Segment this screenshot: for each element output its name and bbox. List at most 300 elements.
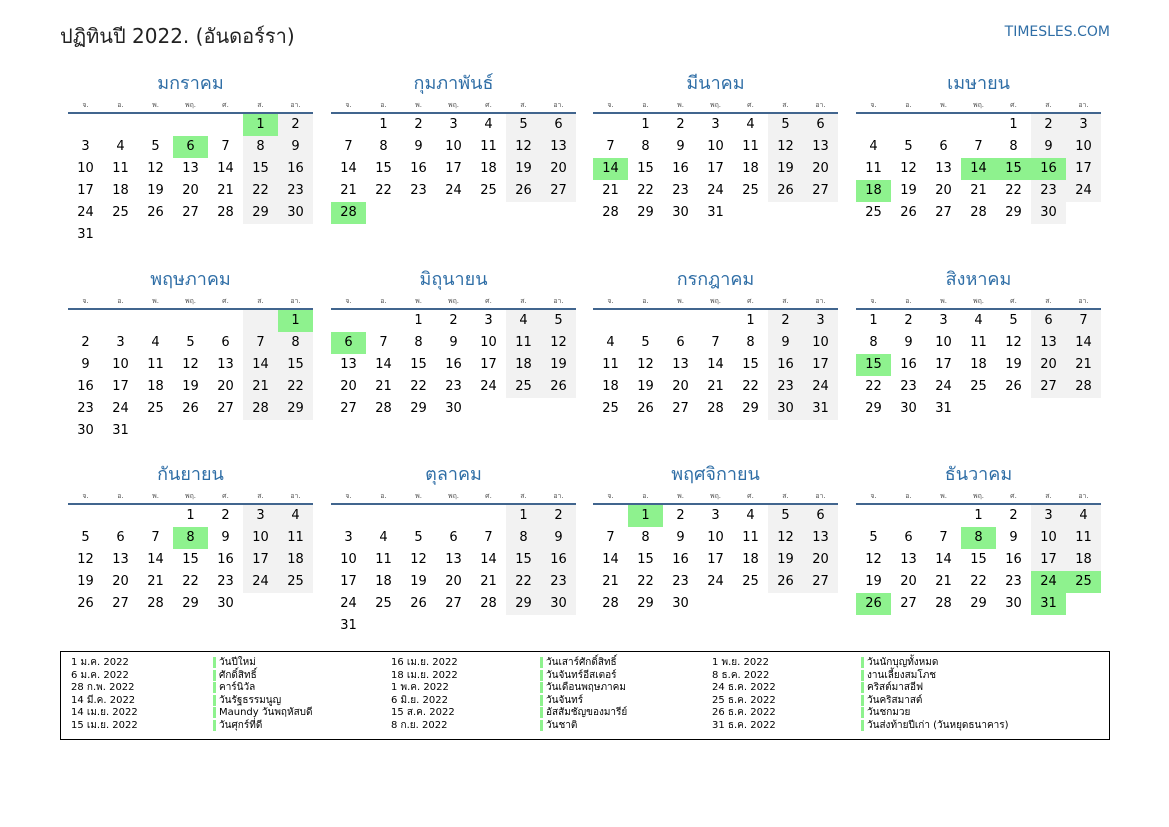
day-cell: 16 bbox=[445, 357, 462, 372]
day-cell: 15 bbox=[637, 552, 654, 567]
day-cell: 8 bbox=[869, 335, 878, 350]
month-calendar bbox=[331, 461, 576, 637]
legend-date-column bbox=[391, 657, 458, 733]
day-cell: 26 bbox=[182, 401, 199, 416]
weekday-label: อา. bbox=[815, 297, 826, 305]
day-cell: 13 bbox=[217, 357, 234, 372]
day-cell: 30 bbox=[672, 205, 689, 220]
month-calendar bbox=[68, 70, 313, 246]
day-cell: 12 bbox=[900, 161, 917, 176]
month-name: ตุลาคม bbox=[425, 464, 482, 485]
day-cell: 11 bbox=[147, 357, 164, 372]
weekday-label: อา. bbox=[1078, 297, 1089, 305]
weekday-header bbox=[856, 294, 1101, 310]
legend-name-row bbox=[861, 707, 1009, 720]
legend-holiday-name: อัสสัมชัญของมารีย์ bbox=[540, 707, 627, 718]
day-cell: 7 bbox=[379, 335, 388, 350]
day-cell: 19 bbox=[506, 158, 541, 180]
weekday-label: จ. bbox=[345, 492, 352, 500]
empty-cell bbox=[173, 114, 208, 136]
weekday-label: พ. bbox=[677, 101, 684, 109]
legend-date: 16 เม.ย. 2022 bbox=[391, 657, 458, 668]
day-cell: 30 bbox=[77, 423, 94, 438]
month-calendar bbox=[856, 266, 1101, 420]
day-cell: 1 bbox=[746, 313, 755, 328]
weekday-label: ศ. bbox=[485, 492, 492, 500]
day-cell: 22 bbox=[1005, 183, 1022, 198]
day-cell: 23 bbox=[217, 574, 234, 589]
holiday-day-cell: 18 bbox=[856, 180, 891, 202]
day-cell: 12 bbox=[410, 552, 427, 567]
day-cell: 10 bbox=[243, 527, 278, 549]
legend-holiday-name: วันชาติ bbox=[540, 720, 577, 731]
weekday-header bbox=[331, 98, 576, 114]
day-cell: 28 bbox=[243, 398, 278, 420]
day-cell: 14 bbox=[707, 357, 724, 372]
day-cell: 11 bbox=[375, 552, 392, 567]
day-cell: 22 bbox=[243, 180, 278, 202]
day-cell: 6 bbox=[676, 335, 685, 350]
weekday-label: พฤ. bbox=[184, 101, 197, 109]
day-cell: 18 bbox=[147, 379, 164, 394]
legend-name-row bbox=[540, 720, 627, 733]
day-cell: 2 bbox=[541, 505, 576, 527]
day-cell: 23 bbox=[77, 401, 94, 416]
day-cell: 21 bbox=[480, 574, 497, 589]
day-cell: 6 bbox=[803, 114, 838, 136]
day-cell: 7 bbox=[606, 139, 615, 154]
day-cell: 8 bbox=[641, 139, 650, 154]
day-cell: 13 bbox=[803, 136, 838, 158]
weekday-label: พฤ. bbox=[709, 101, 722, 109]
legend-holiday-name: Maundy วันพฤหัสบดี bbox=[213, 707, 313, 718]
weekday-label: พฤ. bbox=[972, 297, 985, 305]
weekday-label: พ. bbox=[940, 492, 947, 500]
empty-cell bbox=[891, 114, 926, 136]
legend-holiday-name: วันเดือนพฤษภาคม bbox=[540, 682, 626, 693]
legend-name-column bbox=[861, 657, 1009, 733]
legend-date-column bbox=[712, 657, 776, 733]
day-cell: 2 bbox=[221, 508, 230, 523]
legend-holiday-name: วันนักบุญทั้งหมด bbox=[861, 657, 938, 668]
empty-cell bbox=[138, 310, 173, 332]
holiday-day-cell: 1 bbox=[628, 505, 663, 527]
day-cell: 25 bbox=[602, 401, 619, 416]
holiday-legend bbox=[60, 651, 1110, 740]
day-cell: 18 bbox=[742, 552, 759, 567]
weekday-label: จ. bbox=[82, 101, 89, 109]
day-cell: 9 bbox=[1009, 530, 1018, 545]
day-cell: 11 bbox=[112, 161, 129, 176]
day-cell: 29 bbox=[1005, 205, 1022, 220]
day-grid bbox=[68, 310, 313, 442]
day-cell: 26 bbox=[768, 571, 803, 593]
holiday-day-cell: 15 bbox=[856, 354, 891, 376]
holiday-day-cell: 1 bbox=[243, 114, 278, 136]
day-cell: 15 bbox=[375, 161, 392, 176]
holiday-day-cell: 8 bbox=[961, 527, 996, 549]
day-cell: 22 bbox=[637, 183, 654, 198]
weekday-header bbox=[68, 98, 313, 114]
weekday-label: จ. bbox=[345, 101, 352, 109]
day-cell: 2 bbox=[676, 508, 685, 523]
day-cell: 13 bbox=[672, 357, 689, 372]
month-name: มิถุนายน bbox=[419, 269, 488, 290]
weekday-label: พ. bbox=[415, 297, 422, 305]
day-cell: 16 bbox=[672, 161, 689, 176]
weekday-label: อา. bbox=[290, 297, 301, 305]
empty-cell bbox=[366, 505, 401, 527]
day-cell: 3 bbox=[243, 505, 278, 527]
legend-name-row bbox=[213, 707, 313, 720]
month-name: กันยายน bbox=[157, 464, 224, 485]
month-name: สิงหาคม bbox=[945, 269, 1012, 290]
day-cell: 4 bbox=[606, 335, 615, 350]
day-cell: 10 bbox=[707, 139, 724, 154]
day-cell: 22 bbox=[742, 379, 759, 394]
day-cell: 4 bbox=[278, 505, 313, 527]
weekday-label: ส. bbox=[782, 297, 789, 305]
weekday-label: พ. bbox=[415, 492, 422, 500]
holiday-day-cell: 25 bbox=[1066, 571, 1101, 593]
day-cell: 28 bbox=[970, 205, 987, 220]
day-cell: 23 bbox=[410, 183, 427, 198]
day-cell: 28 bbox=[375, 401, 392, 416]
day-cell: 5 bbox=[151, 139, 160, 154]
legend-name-row bbox=[540, 657, 627, 670]
day-cell: 1 bbox=[641, 117, 650, 132]
weekday-label: จ. bbox=[870, 101, 877, 109]
weekday-label: พฤ. bbox=[972, 101, 985, 109]
weekday-label: ส. bbox=[257, 492, 264, 500]
empty-cell bbox=[698, 310, 733, 332]
weekday-label: อ. bbox=[642, 101, 649, 109]
day-cell: 7 bbox=[711, 335, 720, 350]
day-cell: 21 bbox=[602, 574, 619, 589]
day-grid bbox=[331, 505, 576, 637]
day-cell: 9 bbox=[278, 136, 313, 158]
day-cell: 26 bbox=[541, 376, 576, 398]
month-calendar bbox=[856, 70, 1101, 224]
day-cell: 23 bbox=[1031, 180, 1066, 202]
empty-cell bbox=[471, 505, 506, 527]
day-grid bbox=[593, 114, 838, 224]
day-cell: 17 bbox=[803, 354, 838, 376]
day-cell: 21 bbox=[340, 183, 357, 198]
day-cell: 12 bbox=[637, 357, 654, 372]
day-cell: 24 bbox=[77, 205, 94, 220]
day-cell: 5 bbox=[506, 114, 541, 136]
day-cell: 5 bbox=[869, 530, 878, 545]
empty-cell bbox=[68, 114, 103, 136]
day-cell: 10 bbox=[340, 552, 357, 567]
weekday-header bbox=[856, 98, 1101, 114]
day-grid bbox=[331, 310, 576, 420]
day-cell: 27 bbox=[445, 596, 462, 611]
day-grid bbox=[593, 310, 838, 420]
empty-cell bbox=[593, 505, 628, 527]
day-cell: 7 bbox=[606, 530, 615, 545]
weekday-label: ศ. bbox=[485, 297, 492, 305]
weekday-label: อา. bbox=[290, 492, 301, 500]
day-cell: 5 bbox=[1009, 313, 1018, 328]
day-cell: 17 bbox=[112, 379, 129, 394]
day-cell: 25 bbox=[112, 205, 129, 220]
day-cell: 14 bbox=[375, 357, 392, 372]
day-cell: 16 bbox=[1005, 552, 1022, 567]
day-cell: 13 bbox=[935, 161, 952, 176]
month-calendar bbox=[68, 266, 313, 442]
day-cell: 27 bbox=[112, 596, 129, 611]
weekday-label: ศ. bbox=[747, 297, 754, 305]
empty-cell bbox=[331, 114, 366, 136]
legend-holiday-name: วันส่งท้ายปีเก่า (วันหยุดธนาคาร) bbox=[861, 720, 1009, 731]
day-cell: 7 bbox=[974, 139, 983, 154]
empty-cell bbox=[961, 114, 996, 136]
day-cell: 24 bbox=[340, 596, 357, 611]
legend-holiday-name: วันจันทร์ bbox=[540, 695, 583, 706]
empty-cell bbox=[926, 505, 961, 527]
legend-date: 8 ก.ย. 2022 bbox=[391, 719, 448, 731]
weekday-label: พ. bbox=[152, 297, 159, 305]
empty-cell bbox=[331, 505, 366, 527]
legend-date: 25 ธ.ค. 2022 bbox=[712, 694, 776, 706]
day-cell: 26 bbox=[410, 596, 427, 611]
weekday-label: ศ. bbox=[222, 101, 229, 109]
day-cell: 6 bbox=[449, 530, 458, 545]
day-cell: 16 bbox=[900, 357, 917, 372]
day-cell: 3 bbox=[484, 313, 493, 328]
day-cell: 30 bbox=[278, 202, 313, 224]
day-cell: 30 bbox=[445, 401, 462, 416]
weekday-label: อา. bbox=[553, 101, 564, 109]
month-calendar bbox=[593, 70, 838, 224]
day-cell: 1 bbox=[379, 117, 388, 132]
month-name: มกราคม bbox=[157, 73, 224, 94]
day-cell: 16 bbox=[278, 158, 313, 180]
day-cell: 29 bbox=[278, 398, 313, 420]
legend-date: 14 เม.ย. 2022 bbox=[71, 707, 138, 719]
day-cell: 24 bbox=[445, 183, 462, 198]
day-cell: 30 bbox=[541, 593, 576, 615]
day-cell: 18 bbox=[480, 161, 497, 176]
day-cell: 28 bbox=[1066, 376, 1101, 398]
day-cell: 13 bbox=[340, 357, 357, 372]
legend-name-row bbox=[861, 720, 1009, 733]
weekday-label: อ. bbox=[905, 492, 912, 500]
weekday-label: ศ. bbox=[1010, 297, 1017, 305]
month-name: กรกฎาคม bbox=[676, 269, 755, 290]
day-cell: 5 bbox=[904, 139, 913, 154]
day-cell: 14 bbox=[340, 161, 357, 176]
weekday-label: พฤ. bbox=[447, 297, 460, 305]
weekday-label: อา. bbox=[815, 492, 826, 500]
weekday-label: อา. bbox=[553, 297, 564, 305]
day-cell: 18 bbox=[278, 549, 313, 571]
legend-name-column bbox=[540, 657, 627, 733]
day-cell: 7 bbox=[344, 139, 353, 154]
day-cell: 29 bbox=[970, 596, 987, 611]
day-cell: 20 bbox=[182, 183, 199, 198]
day-cell: 23 bbox=[900, 379, 917, 394]
day-grid bbox=[331, 114, 576, 224]
legend-holiday-name: คาร์นิวัล bbox=[213, 682, 255, 693]
day-cell: 31 bbox=[935, 401, 952, 416]
weekday-label: ส. bbox=[1045, 297, 1052, 305]
legend-date: 8 ธ.ค. 2022 bbox=[712, 669, 770, 681]
day-cell: 22 bbox=[506, 571, 541, 593]
day-cell: 24 bbox=[803, 376, 838, 398]
empty-cell bbox=[173, 310, 208, 332]
legend-name-row bbox=[213, 657, 313, 670]
day-cell: 1 bbox=[869, 313, 878, 328]
legend-date: 31 ธ.ค. 2022 bbox=[712, 719, 776, 731]
weekday-label: ศ. bbox=[1010, 492, 1017, 500]
day-cell: 21 bbox=[243, 376, 278, 398]
day-cell: 17 bbox=[935, 357, 952, 372]
day-cell: 27 bbox=[217, 401, 234, 416]
weekday-label: อ. bbox=[117, 297, 124, 305]
day-cell: 27 bbox=[803, 571, 838, 593]
weekday-label: ส. bbox=[520, 297, 527, 305]
day-cell: 20 bbox=[803, 158, 838, 180]
month-calendar bbox=[856, 461, 1101, 615]
day-cell: 20 bbox=[541, 158, 576, 180]
empty-cell bbox=[68, 310, 103, 332]
day-cell: 13 bbox=[182, 161, 199, 176]
empty-cell bbox=[103, 114, 138, 136]
legend-holiday-name: วันศุกร์ที่ดี bbox=[213, 720, 262, 731]
day-cell: 12 bbox=[506, 136, 541, 158]
day-cell: 30 bbox=[900, 401, 917, 416]
day-cell: 19 bbox=[768, 549, 803, 571]
day-cell: 12 bbox=[768, 527, 803, 549]
day-cell: 26 bbox=[1005, 379, 1022, 394]
legend-date: 1 ม.ค. 2022 bbox=[71, 657, 129, 668]
day-cell: 1 bbox=[1009, 117, 1018, 132]
legend-name-row bbox=[861, 682, 1009, 695]
day-cell: 19 bbox=[865, 574, 882, 589]
day-cell: 6 bbox=[803, 505, 838, 527]
day-cell: 20 bbox=[935, 183, 952, 198]
weekday-header bbox=[331, 294, 576, 310]
weekday-label: ส. bbox=[1045, 492, 1052, 500]
empty-cell bbox=[243, 310, 278, 332]
day-cell: 13 bbox=[1031, 332, 1066, 354]
day-cell: 12 bbox=[768, 136, 803, 158]
day-cell: 6 bbox=[221, 335, 230, 350]
legend-name-row bbox=[213, 720, 313, 733]
day-cell: 20 bbox=[340, 379, 357, 394]
day-cell: 8 bbox=[243, 136, 278, 158]
empty-cell bbox=[103, 505, 138, 527]
day-cell: 28 bbox=[602, 596, 619, 611]
legend-date: 18 เม.ย. 2022 bbox=[391, 669, 458, 681]
day-cell: 11 bbox=[742, 139, 759, 154]
day-cell: 27 bbox=[340, 401, 357, 416]
day-cell: 28 bbox=[217, 205, 234, 220]
empty-cell bbox=[593, 114, 628, 136]
day-cell: 26 bbox=[768, 180, 803, 202]
brand-link[interactable]: TIMESLES.COM bbox=[1004, 24, 1110, 40]
weekday-header bbox=[68, 294, 313, 310]
day-cell: 24 bbox=[707, 183, 724, 198]
day-cell: 23 bbox=[672, 574, 689, 589]
day-cell: 29 bbox=[410, 401, 427, 416]
day-cell: 3 bbox=[116, 335, 125, 350]
day-cell: 30 bbox=[672, 596, 689, 611]
weekday-header bbox=[593, 294, 838, 310]
day-cell: 10 bbox=[112, 357, 129, 372]
empty-cell bbox=[436, 505, 471, 527]
legend-date: 1 พ.ย. 2022 bbox=[712, 657, 769, 668]
day-cell: 2 bbox=[768, 310, 803, 332]
day-cell: 9 bbox=[1031, 136, 1066, 158]
day-grid bbox=[856, 310, 1101, 420]
day-cell: 25 bbox=[147, 401, 164, 416]
day-cell: 18 bbox=[1066, 549, 1101, 571]
legend-date: 24 ธ.ค. 2022 bbox=[712, 682, 776, 694]
day-cell: 29 bbox=[742, 401, 759, 416]
day-cell: 7 bbox=[1066, 310, 1101, 332]
day-cell: 11 bbox=[970, 335, 987, 350]
day-cell: 14 bbox=[217, 161, 234, 176]
day-cell: 10 bbox=[1066, 136, 1101, 158]
empty-cell bbox=[208, 114, 243, 136]
day-cell: 1 bbox=[506, 505, 541, 527]
weekday-label: ศ. bbox=[222, 297, 229, 305]
day-cell: 2 bbox=[1031, 114, 1066, 136]
day-cell: 16 bbox=[541, 549, 576, 571]
day-cell: 1 bbox=[186, 508, 195, 523]
weekday-label: อ. bbox=[117, 492, 124, 500]
weekday-label: อ. bbox=[642, 492, 649, 500]
weekday-header bbox=[856, 489, 1101, 505]
day-cell: 15 bbox=[506, 549, 541, 571]
weekday-label: จ. bbox=[82, 297, 89, 305]
day-cell: 15 bbox=[278, 354, 313, 376]
day-cell: 29 bbox=[506, 593, 541, 615]
day-cell: 16 bbox=[217, 552, 234, 567]
day-cell: 2 bbox=[278, 114, 313, 136]
day-grid bbox=[593, 505, 838, 615]
day-cell: 12 bbox=[1005, 335, 1022, 350]
day-cell: 26 bbox=[147, 205, 164, 220]
day-cell: 16 bbox=[768, 354, 803, 376]
legend-holiday-name: วันรัฐธรรมนูญ bbox=[213, 695, 281, 706]
day-cell: 17 bbox=[340, 574, 357, 589]
day-cell: 6 bbox=[939, 139, 948, 154]
legend-date: 28 ก.พ. 2022 bbox=[71, 682, 135, 694]
holiday-day-cell: 8 bbox=[173, 527, 208, 549]
day-cell: 4 bbox=[506, 310, 541, 332]
weekday-label: ส. bbox=[1045, 101, 1052, 109]
day-grid bbox=[856, 505, 1101, 615]
day-cell: 9 bbox=[676, 139, 685, 154]
holiday-day-cell: 1 bbox=[278, 310, 313, 332]
day-cell: 17 bbox=[1031, 549, 1066, 571]
day-cell: 7 bbox=[221, 139, 230, 154]
legend-date-column bbox=[71, 657, 138, 733]
empty-cell bbox=[856, 505, 891, 527]
day-cell: 2 bbox=[676, 117, 685, 132]
day-cell: 2 bbox=[81, 335, 90, 350]
empty-cell bbox=[663, 310, 698, 332]
day-cell: 8 bbox=[506, 527, 541, 549]
day-cell: 8 bbox=[746, 335, 755, 350]
day-cell: 25 bbox=[506, 376, 541, 398]
day-cell: 24 bbox=[243, 571, 278, 593]
